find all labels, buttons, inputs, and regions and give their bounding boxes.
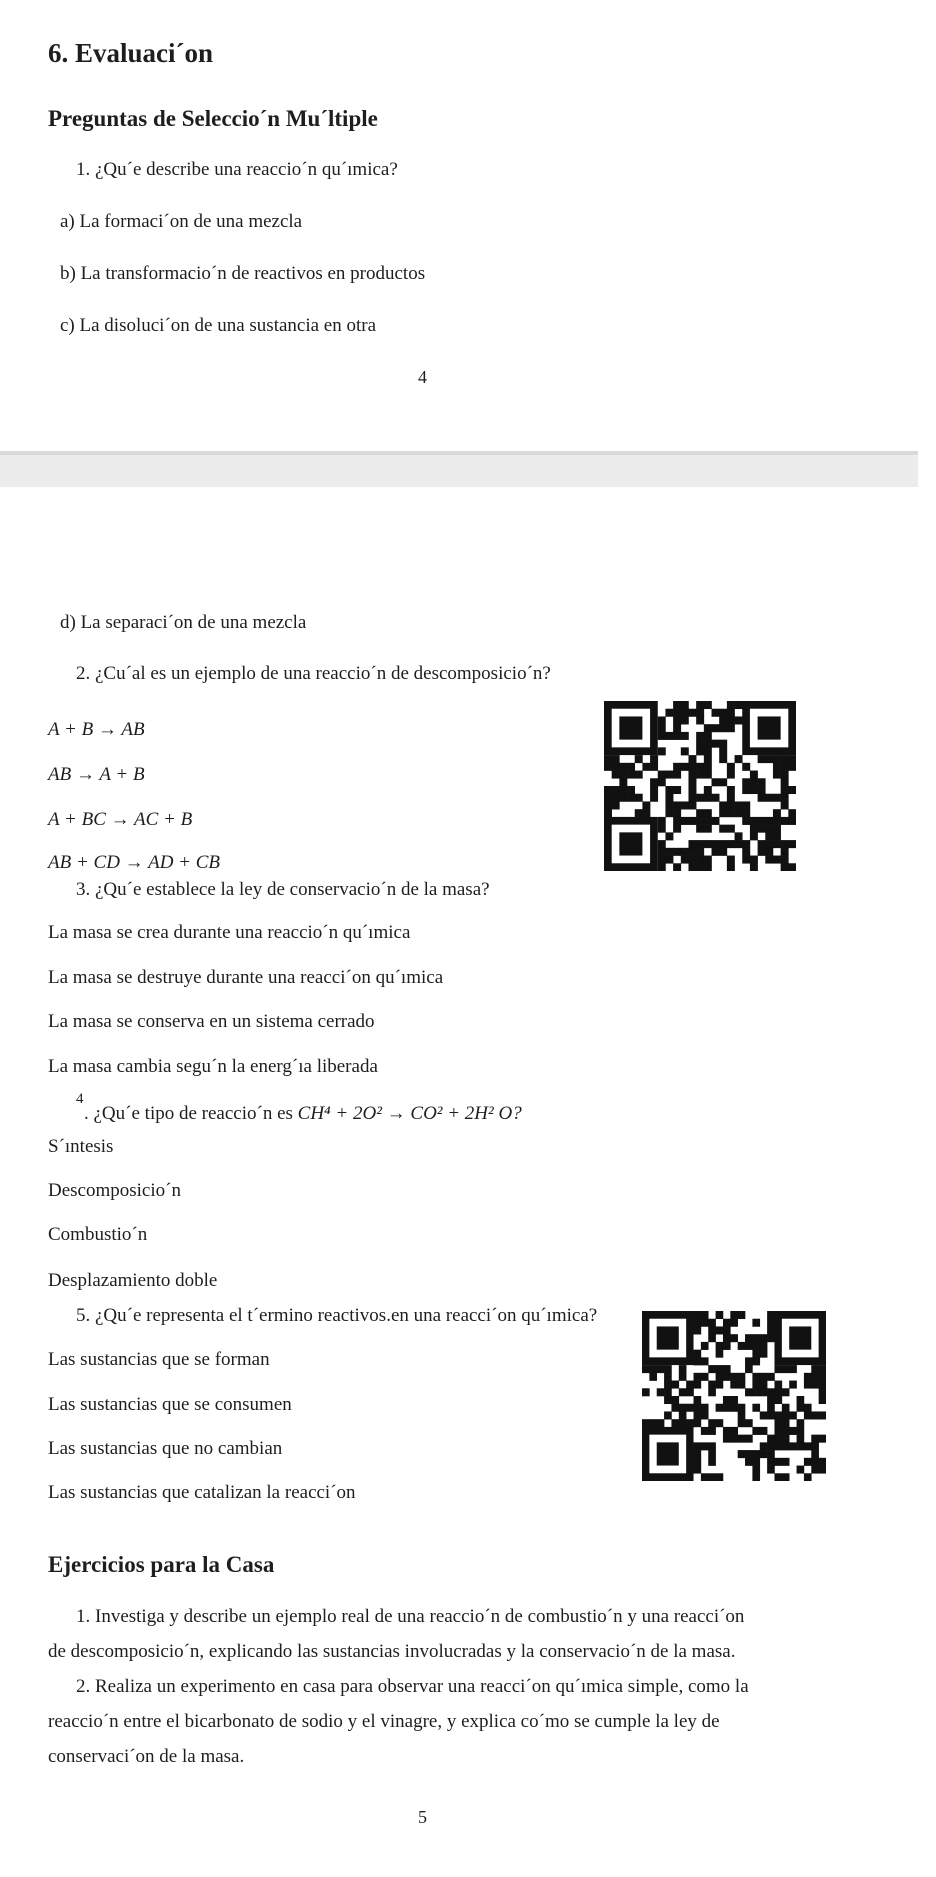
homework-heading: Ejercicios para la Casa xyxy=(48,1552,275,1577)
question-3-option-1: La masa se crea durante una reaccio´n qu´ımica xyxy=(48,922,411,943)
question-5-option-4: Las sustancias que catalizan la reacci´on xyxy=(48,1482,356,1503)
question-3-option-2: La masa se destruye durante una reacci´on qu´ımica xyxy=(48,967,444,988)
qr-code-icon xyxy=(642,1311,826,1481)
question-5-option-3: Las sustancias que no cambian xyxy=(48,1438,283,1459)
question-3-option-4: La masa cambia segu´n la energ´ıa liberada xyxy=(48,1056,378,1077)
question-2-option-2: AB → A + B xyxy=(48,764,145,785)
question-4-option-1: S´ıntesis xyxy=(48,1136,114,1157)
question-4-option-4: Desplazamiento doble xyxy=(48,1270,218,1291)
question-2-option-4: AB + CD → AD + CB xyxy=(48,852,221,873)
question-4-option-2: Descomposicio´n xyxy=(48,1180,181,1201)
question-4-text: . ¿Qu´e tipo de reaccio´n es xyxy=(84,1103,293,1124)
question-4-option-3: Combustio´n xyxy=(48,1224,148,1245)
question-1-option-b: b) La transformacio´n de reactivos en productos xyxy=(60,263,426,284)
homework-line-5: conservaci´on de la masa. xyxy=(48,1746,245,1767)
homework-line-3: 2. Realiza un experimento en casa para observar una reacci´on qu´ımica simple, como la xyxy=(76,1676,749,1697)
question-2-option-3: A + BC → AC + B xyxy=(48,809,193,830)
question-1-option-a: a) La formaci´on de una mezcla xyxy=(60,211,303,232)
document-page-4 xyxy=(0,0,918,451)
question-2: 2. ¿Cu´al es un ejemplo de una reaccio´n de descomposicio´n? xyxy=(76,663,551,684)
question-5-option-1: Las sustancias que se forman xyxy=(48,1349,270,1370)
document-page-5 xyxy=(0,487,918,1877)
question-3-option-3: La masa se conserva en un sistema cerrado xyxy=(48,1011,375,1032)
homework-line-2: de descomposicio´n, explicando las sustancias involucradas y la conservacio´n de la masa. xyxy=(48,1641,736,1662)
question-1-option-d: d) La separaci´on de una mezcla xyxy=(60,612,307,633)
page-number: 5 xyxy=(418,1807,427,1827)
question-2-option-1: A + B → AB xyxy=(48,719,145,740)
homework-line-1: 1. Investiga y describe un ejemplo real de una reaccio´n de combustio´n y una reacci´on xyxy=(76,1606,745,1627)
question-5-option-2: Las sustancias que se consumen xyxy=(48,1394,292,1415)
question-5: 5. ¿Qu´e representa el t´ermino reactivos.en una reacci´on qu´ımica? xyxy=(76,1305,598,1326)
section-heading: 6. Evaluaci´on xyxy=(48,38,214,68)
page-number: 4 xyxy=(418,367,427,387)
homework-line-4: reaccio´n entre el bicarbonato de sodio y el vinagre, y explica co´mo se cumple la ley de xyxy=(48,1711,720,1732)
subsection-heading: Preguntas de Seleccio´n Mu´ltiple xyxy=(48,106,378,131)
question-4-formula: CH⁴ + 2O² → CO² + 2H² O? xyxy=(297,1103,522,1124)
question-1-option-c: c) La disoluci´on de una sustancia en otra xyxy=(60,315,377,336)
page-separator xyxy=(0,451,918,487)
question-3: 3. ¿Qu´e establece la ley de conservacio´n de la masa? xyxy=(76,879,490,900)
question-1: 1. ¿Qu´e describe una reaccio´n qu´ımica? xyxy=(76,159,398,180)
question-4 xyxy=(84,1104,522,1123)
scroll-gutter xyxy=(918,0,936,1877)
qr-code-icon xyxy=(604,701,796,871)
question-4-number: 4 xyxy=(76,1091,84,1107)
